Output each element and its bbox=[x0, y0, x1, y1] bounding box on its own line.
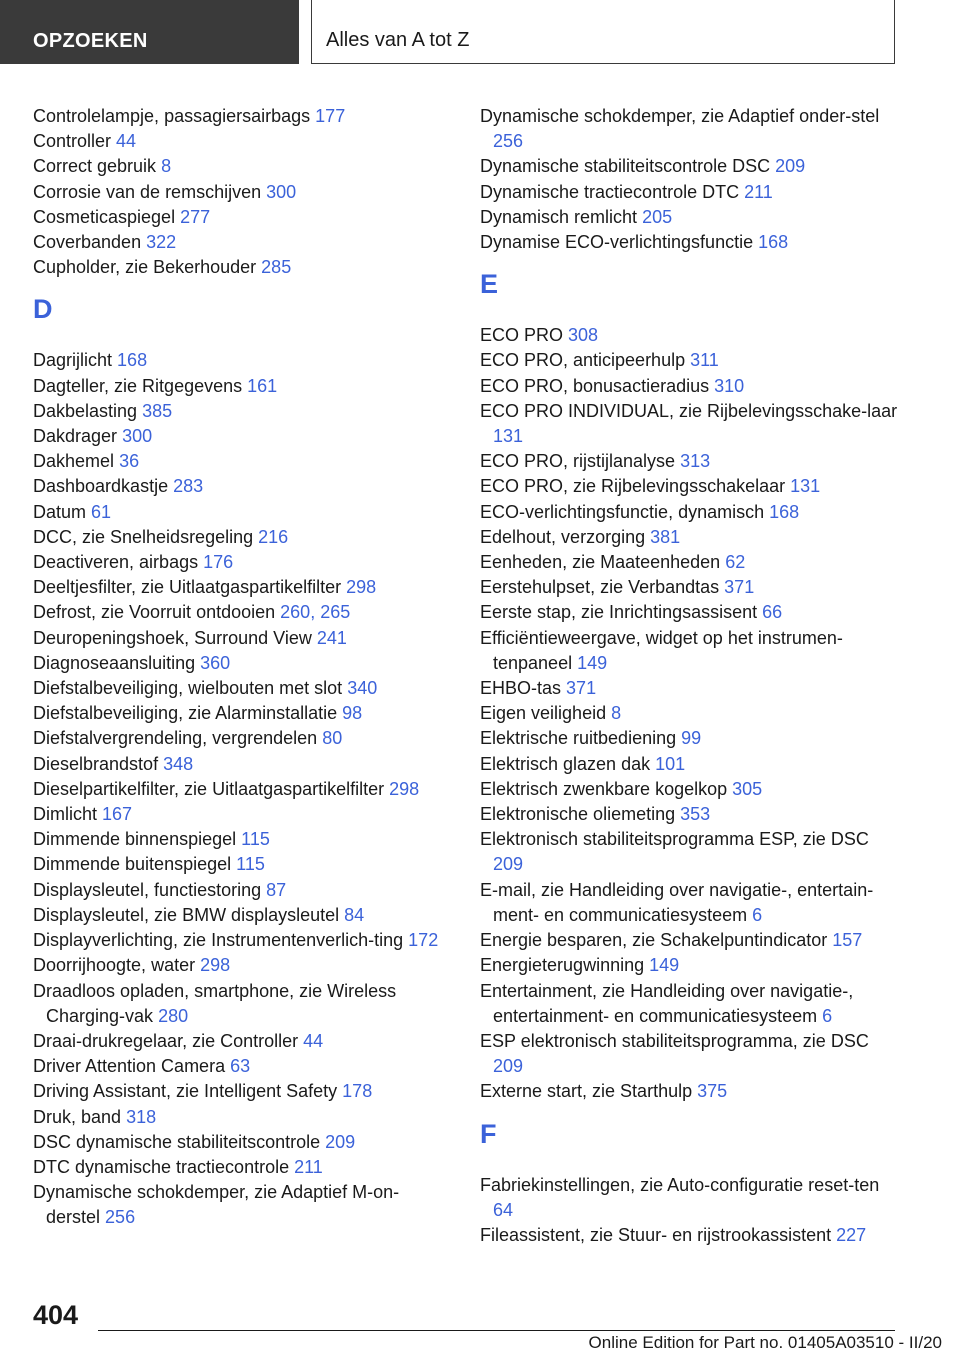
index-entry bbox=[480, 550, 900, 575]
index-entry-page-link[interactable]: 298 bbox=[346, 577, 377, 598]
index-entry bbox=[33, 424, 448, 449]
index-entry-term: Controller bbox=[33, 131, 112, 152]
footer-divider bbox=[98, 1330, 895, 1331]
index-entry bbox=[480, 374, 900, 399]
index-entry-term: ECO PRO, bonusactieradius bbox=[480, 375, 710, 396]
index-entry-term: ECO PRO bbox=[480, 325, 564, 346]
index-entry-page-link[interactable]: 161 bbox=[247, 375, 278, 396]
index-entry-term: Druk, band bbox=[33, 1106, 122, 1127]
index-entry bbox=[33, 230, 448, 255]
index-entry-page-link[interactable]: 177 bbox=[315, 106, 346, 126]
index-entry bbox=[480, 180, 900, 205]
index-entry-page-link[interactable]: 241 bbox=[316, 627, 347, 648]
index-entry-page-link[interactable]: 8 bbox=[161, 156, 172, 177]
index-entry-page-link[interactable]: 61 bbox=[91, 501, 112, 522]
index-entry bbox=[33, 575, 448, 600]
index-entry-term: Dakbelasting bbox=[33, 400, 138, 421]
index-entry bbox=[480, 626, 900, 676]
index-entry-term: Draadloos opladen, smartphone, zie Wireless Charging-vak bbox=[33, 980, 397, 1026]
index-entry-page-link[interactable]: 280 bbox=[158, 1005, 189, 1026]
index-entry-term: Dynamisch remlicht bbox=[480, 206, 638, 227]
index-entry-page-link[interactable]: 6 bbox=[822, 1005, 833, 1026]
index-entry-term: Elektronische oliemeting bbox=[480, 804, 676, 825]
index-entry-page-link[interactable]: 298 bbox=[389, 778, 420, 799]
index-entry-term: Deactiveren, airbags bbox=[33, 552, 199, 573]
index-entry bbox=[33, 180, 448, 205]
index-entry bbox=[480, 154, 900, 179]
index-entry-page-link[interactable]: 149 bbox=[577, 652, 608, 673]
index-entry-term: Elektrisch glazen dak bbox=[480, 753, 651, 774]
index-entry-term: Dynamische tractiecontrole DTC bbox=[480, 181, 740, 202]
index-entry-page-link[interactable]: 176 bbox=[203, 552, 234, 573]
index-entry-page-link[interactable]: 149 bbox=[649, 955, 680, 976]
index-entry-term: Dashboardkastje bbox=[33, 476, 169, 497]
index-entry-term: ESP elektronisch stabiliteitsprogramma, zie DSC bbox=[480, 1030, 869, 1051]
index-entry-page-link[interactable]: 305 bbox=[732, 778, 763, 799]
index-entry-term: Defrost, zie Voorruit ontdooien bbox=[33, 602, 276, 623]
index-entry-page-link[interactable]: 211 bbox=[744, 181, 773, 202]
index-entry-term: Eerste stap, zie Inrichtingsassisent bbox=[480, 602, 758, 623]
index-entry bbox=[33, 676, 448, 701]
index-entry-term: Diefstalbeveiliging, wielbouten met slot bbox=[33, 678, 343, 699]
index-entry bbox=[33, 752, 448, 777]
index-entry-page-link[interactable]: 318 bbox=[126, 1106, 157, 1127]
index-entry-term: Eigen veiligheid bbox=[480, 703, 607, 724]
index-entry bbox=[33, 651, 448, 676]
index-entry-term: Elektrische ruitbediening bbox=[480, 728, 677, 749]
index-entry-page-link[interactable]: 285 bbox=[261, 257, 292, 278]
index-entry bbox=[33, 500, 448, 525]
index-entry bbox=[33, 1130, 448, 1155]
index-entry bbox=[33, 205, 448, 230]
index-entry-term: ECO-verlichtingsfunctie, dynamisch bbox=[480, 501, 765, 522]
index-entry bbox=[480, 1079, 900, 1104]
index-entry-page-link[interactable]: 256 bbox=[493, 131, 524, 152]
index-entry-page-link[interactable]: 348 bbox=[163, 753, 194, 774]
index-entry bbox=[480, 928, 900, 953]
index-entry bbox=[33, 399, 448, 424]
index-entry-term: Dagrijlicht bbox=[33, 350, 113, 371]
index-entry-term: Deeltjesfilter, zie Uitlaatgaspartikelfilter bbox=[33, 577, 342, 598]
index-entry-term: Driving Assistant, zie Intelligent Safety bbox=[33, 1081, 338, 1102]
index-entry-page-link[interactable]: 211 bbox=[294, 1156, 323, 1177]
index-entry bbox=[33, 600, 448, 625]
index-entry-term: DSC dynamische stabiliteitscontrole bbox=[33, 1131, 321, 1152]
index-entry-term: Entertainment, zie Handleiding over navigatie-, entertainment- en communicatiesysteem bbox=[480, 980, 854, 1026]
index-entry-term: Dieselpartikelfilter, zie Uitlaatgaspartikelfilter bbox=[33, 778, 385, 799]
index-entry-term: Displayverlichting, zie Instrumentenverlich‐ting bbox=[33, 930, 404, 951]
index-entry-page-link[interactable]: 371 bbox=[566, 678, 597, 699]
index-section-letter: F bbox=[480, 1118, 497, 1149]
index-entry-term: Cupholder, zie Bekerhouder bbox=[33, 257, 257, 278]
index-column-right bbox=[480, 104, 900, 1248]
index-entry-page-link[interactable]: 99 bbox=[681, 728, 702, 749]
index-entry-page-link[interactable]: 209 bbox=[775, 156, 806, 177]
index-entry-page-link[interactable]: 375 bbox=[697, 1081, 728, 1102]
index-column-left bbox=[33, 104, 448, 1231]
index-entry bbox=[33, 154, 448, 179]
index-entry-page-link[interactable]: 216 bbox=[258, 526, 289, 547]
page-number: 404 bbox=[33, 1300, 79, 1330]
index-entry-page-link[interactable]: 205 bbox=[642, 206, 673, 227]
index-section-letter: D bbox=[33, 294, 53, 325]
index-entry bbox=[33, 449, 448, 474]
index-entry-term: Diefstalvergrendeling, vergrendelen bbox=[33, 728, 318, 749]
index-entry-term: Displaysleutel, functiestoring bbox=[33, 879, 262, 900]
index-entry-term: Driver Attention Camera bbox=[33, 1056, 226, 1077]
index-entry bbox=[480, 802, 900, 827]
index-entry-term: ECO PRO INDIVIDUAL, zie Rijbelevingsschake‐laar bbox=[480, 400, 898, 421]
index-entry-term: Dakdrager bbox=[33, 426, 118, 447]
index-entry bbox=[480, 500, 900, 525]
index-entry-page-link[interactable]: 172 bbox=[408, 930, 439, 951]
index-entry bbox=[33, 1079, 448, 1104]
index-entry-term: DTC dynamische tractiecontrole bbox=[33, 1156, 290, 1177]
index-entry-term: Dimlicht bbox=[33, 804, 98, 825]
header-section-label: OPZOEKEN bbox=[0, 0, 299, 64]
index-entry bbox=[480, 1173, 900, 1223]
index-entry bbox=[33, 878, 448, 903]
index-entry-page-link[interactable]: 36 bbox=[119, 451, 140, 472]
index-entry-term: Externe start, zie Starthulp bbox=[480, 1081, 693, 1102]
index-entry bbox=[33, 374, 448, 399]
index-entry-page-link[interactable]: 277 bbox=[180, 206, 211, 227]
index-entry bbox=[33, 979, 448, 1029]
index-entry-term: Displaysleutel, zie BMW displaysleutel bbox=[33, 904, 340, 925]
index-entry bbox=[480, 726, 900, 751]
index-entry-term: Dagteller, zie Ritgegevens bbox=[33, 375, 243, 396]
index-entry bbox=[480, 878, 900, 928]
index-entry bbox=[33, 701, 448, 726]
index-entry-term: Eerstehulpset, zie Verbandtas bbox=[480, 577, 720, 598]
index-entry bbox=[33, 129, 448, 154]
index-entry-term: ECO PRO, zie Rijbelevingsschakelaar bbox=[480, 476, 786, 497]
index-entry-term: Draai-drukregelaar, zie Controller bbox=[33, 1030, 299, 1051]
index-entry-page-link[interactable]: 168 bbox=[769, 501, 800, 522]
index-entry-term: Edelhout, verzorging bbox=[480, 526, 646, 547]
index-entry-page-link[interactable]: 340 bbox=[347, 678, 378, 699]
index-entry bbox=[33, 928, 448, 953]
index-entry-page-link[interactable]: 260, 265 bbox=[280, 602, 351, 623]
index-entry-term: Fileassistent, zie Stuur- en rijstrookassistent bbox=[480, 1224, 832, 1245]
index-entry-term: Energieterugwinning bbox=[480, 955, 645, 976]
index-entry bbox=[480, 575, 900, 600]
index-entry-page-link[interactable]: 209 bbox=[493, 1056, 524, 1077]
index-entry-term: Elektrisch zwenkbare kogelkop bbox=[480, 778, 728, 799]
index-entry bbox=[33, 1180, 448, 1230]
index-entry bbox=[33, 726, 448, 751]
index-entry-page-link[interactable]: 313 bbox=[680, 451, 711, 472]
index-entry bbox=[480, 676, 900, 701]
index-entry bbox=[33, 827, 448, 852]
index-entry-page-link[interactable]: 168 bbox=[117, 350, 148, 371]
index-entry-page-link[interactable]: 8 bbox=[611, 703, 622, 724]
index-entry-page-link[interactable]: 322 bbox=[146, 232, 177, 253]
index-entry-term: Dynamise ECO-verlichtingsfunctie bbox=[480, 232, 754, 253]
index-entry-page-link[interactable]: 360 bbox=[200, 652, 231, 673]
index-entry-page-link[interactable]: 311 bbox=[690, 350, 719, 371]
index-entry bbox=[480, 1223, 900, 1248]
index-entry-term: Dynamische schokdemper, zie Adaptief onder‐stel bbox=[480, 106, 880, 126]
index-entry-term: Elektronisch stabiliteitsprogramma ESP, zie DSC bbox=[480, 829, 869, 850]
index-entry-page-link[interactable]: 101 bbox=[655, 753, 686, 774]
index-entry-page-link[interactable]: 256 bbox=[105, 1207, 136, 1228]
index-entry-page-link[interactable]: 63 bbox=[230, 1056, 251, 1077]
index-entry-term: E-mail, zie Handleiding over navigatie-, entertain‐ment- en communicatiesysteem bbox=[480, 879, 874, 925]
index-entry-term: EHBO-tas bbox=[480, 678, 562, 699]
index-entry bbox=[480, 827, 900, 877]
index-entry-page-link[interactable]: 371 bbox=[724, 577, 755, 598]
index-entry bbox=[33, 802, 448, 827]
index-entry-page-link[interactable]: 227 bbox=[836, 1224, 867, 1245]
index-entry-term: Efficiëntieweergave, widget op het instrumen‐tenpaneel bbox=[480, 627, 843, 673]
index-entry-page-link[interactable]: 131 bbox=[493, 426, 524, 447]
index-entry bbox=[480, 701, 900, 726]
index-entry bbox=[480, 104, 900, 154]
index-entry-page-link[interactable]: 157 bbox=[832, 930, 863, 951]
index-entry-page-link[interactable]: 209 bbox=[493, 854, 524, 875]
index-entry bbox=[33, 104, 448, 129]
index-entry bbox=[33, 348, 448, 373]
index-entry-term: Correct gebruik bbox=[33, 156, 157, 177]
index-entry-term: Energie besparen, zie Schakelpuntindicator bbox=[480, 930, 828, 951]
index-entry-term: Dimmende buitenspiegel bbox=[33, 854, 232, 875]
index-entry-page-link[interactable]: 115 bbox=[241, 829, 270, 850]
index-entry bbox=[480, 449, 900, 474]
index-entry-term: Deuropeningshoek, Surround View bbox=[33, 627, 312, 648]
index-entry bbox=[480, 323, 900, 348]
index-entry-page-link[interactable]: 283 bbox=[173, 476, 204, 497]
index-entry bbox=[33, 1054, 448, 1079]
index-entry-term: Diefstalbeveiliging, zie Alarminstallatie bbox=[33, 703, 338, 724]
index-entry-page-link[interactable]: 84 bbox=[344, 904, 365, 925]
index-entry bbox=[33, 626, 448, 651]
index-entry-page-link[interactable]: 178 bbox=[342, 1081, 373, 1102]
index-entry-page-link[interactable]: 167 bbox=[102, 804, 133, 825]
index-entry bbox=[33, 525, 448, 550]
index-entry bbox=[33, 255, 448, 280]
index-entry-term: Controlelampje, passagiersairbags bbox=[33, 106, 311, 126]
index-entry-page-link[interactable]: 64 bbox=[493, 1199, 514, 1220]
index-entry-page-link[interactable]: 115 bbox=[236, 854, 265, 875]
index-entry bbox=[33, 777, 448, 802]
index-entry bbox=[33, 953, 448, 978]
index-entry-term: ECO PRO, rijstijlanalyse bbox=[480, 451, 676, 472]
index-entry-page-link[interactable]: 381 bbox=[650, 526, 681, 547]
index-entry bbox=[480, 752, 900, 777]
index-entry-page-link[interactable]: 98 bbox=[342, 703, 363, 724]
index-entry-term: Fabriekinstellingen, zie Auto-configuratie reset‐ten bbox=[480, 1174, 880, 1195]
index-entry bbox=[33, 550, 448, 575]
index-entry-page-link[interactable]: 385 bbox=[142, 400, 173, 421]
index-entry-term: Datum bbox=[33, 501, 87, 522]
index-entry bbox=[480, 230, 900, 255]
header-page-title: Alles van A tot Z bbox=[311, 0, 895, 64]
index-entry-page-link[interactable]: 300 bbox=[122, 426, 153, 447]
index-entry-page-link[interactable]: 298 bbox=[200, 955, 231, 976]
index-entry-term: Dynamische schokdemper, zie Adaptief M-on‐derstel bbox=[33, 1182, 400, 1228]
index-entry-term: Dakhemel bbox=[33, 451, 115, 472]
index-entry-term: Dimmende binnenspiegel bbox=[33, 829, 237, 850]
index-entry-page-link[interactable]: 353 bbox=[680, 804, 711, 825]
index-entry bbox=[480, 399, 900, 449]
index-entry-page-link[interactable]: 62 bbox=[725, 552, 746, 573]
footer-edition-text: Online Edition for Part no. 01405A03510 - II/20 bbox=[588, 1333, 942, 1352]
index-entry bbox=[480, 205, 900, 230]
index-entry bbox=[33, 474, 448, 499]
index-entry bbox=[480, 525, 900, 550]
index-entry-page-link[interactable]: 131 bbox=[790, 476, 821, 497]
index-entry bbox=[33, 903, 448, 928]
index-entry-term: Eenheden, zie Maateenheden bbox=[480, 552, 721, 573]
index-entry-page-link[interactable]: 87 bbox=[266, 879, 287, 900]
index-entry-term: Cosmeticaspiegel bbox=[33, 206, 176, 227]
index-entry bbox=[33, 852, 448, 877]
index-entry-page-link[interactable]: 209 bbox=[325, 1131, 356, 1152]
index-entry-term: Dieselbrandstof bbox=[33, 753, 159, 774]
index-entry bbox=[480, 1029, 900, 1079]
index-section-letter: E bbox=[480, 269, 499, 300]
index-entry-page-link[interactable]: 66 bbox=[762, 602, 783, 623]
index-entry-term: Dynamische stabiliteitscontrole DSC bbox=[480, 156, 771, 177]
index-entry bbox=[33, 1029, 448, 1054]
index-entry bbox=[480, 979, 900, 1029]
index-entry-page-link[interactable]: 310 bbox=[714, 375, 745, 396]
index-entry-term: ECO PRO, anticipeerhulp bbox=[480, 350, 686, 371]
index-entry-page-link[interactable]: 6 bbox=[752, 904, 763, 925]
index-entry bbox=[480, 600, 900, 625]
index-entry-page-link[interactable]: 44 bbox=[303, 1030, 324, 1051]
index-entry-page-link[interactable]: 300 bbox=[266, 181, 297, 202]
index-entry bbox=[480, 474, 900, 499]
index-entry bbox=[33, 1105, 448, 1130]
index-entry bbox=[33, 1155, 448, 1180]
index-entry bbox=[480, 348, 900, 373]
index-entry-term: Diagnoseaansluiting bbox=[33, 652, 196, 673]
index-entry-page-link[interactable]: 308 bbox=[568, 325, 599, 346]
index-entry-term: Coverbanden bbox=[33, 232, 142, 253]
index-entry-term: Doorrijhoogte, water bbox=[33, 955, 196, 976]
index-entry-term: DCC, zie Snelheidsregeling bbox=[33, 526, 254, 547]
index-entry-page-link[interactable]: 168 bbox=[758, 232, 789, 253]
index-entry bbox=[480, 777, 900, 802]
index-entry bbox=[480, 953, 900, 978]
index-entry-term: Corrosie van de remschijven bbox=[33, 181, 262, 202]
index-entry-page-link[interactable]: 44 bbox=[116, 131, 137, 152]
index-entry-page-link[interactable]: 80 bbox=[322, 728, 343, 749]
